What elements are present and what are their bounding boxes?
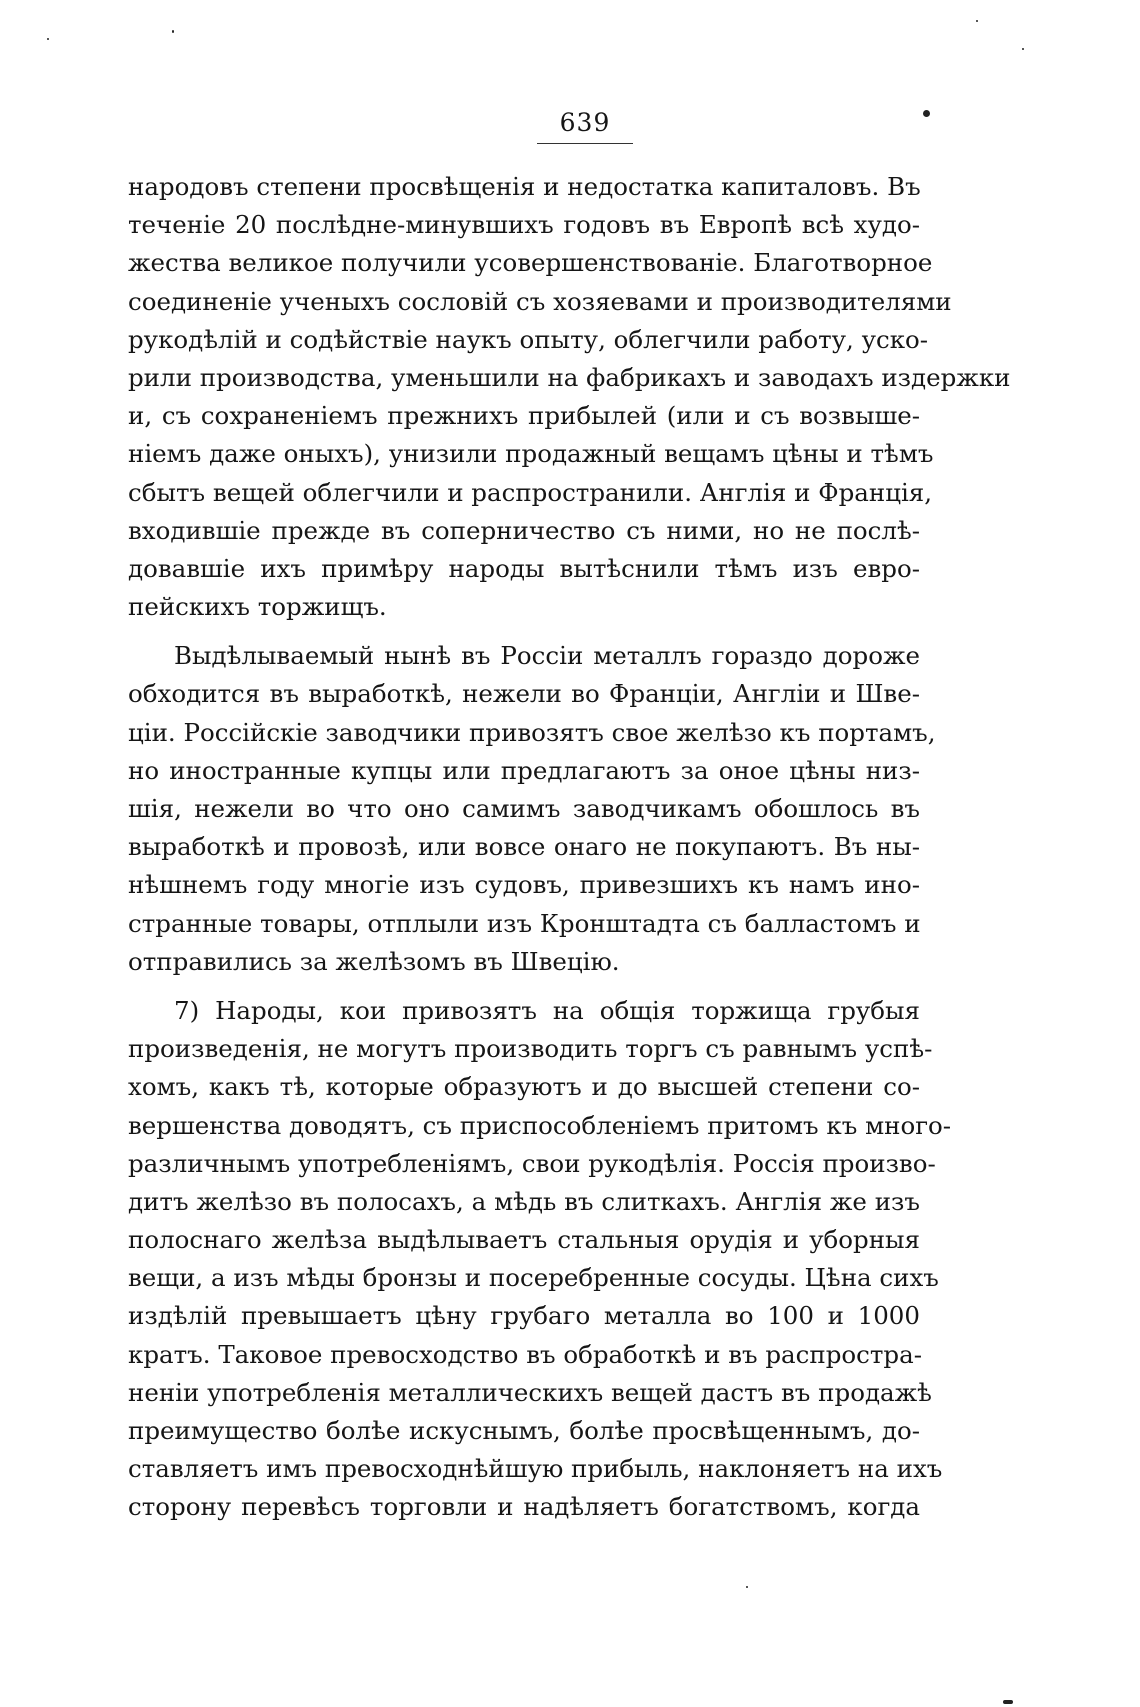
text-line: странные товары, отплыли изъ Кронштадта съ балластомъ и — [128, 908, 921, 938]
body-text — [128, 168, 1011, 1527]
text-line: рукодѣлій и содѣйствіе наукъ опыту, облегчили работу, уско- — [128, 324, 929, 354]
text-line: и, съ сохраненіемъ прежнихъ прибылей (или и съ возвыше- — [128, 401, 920, 431]
page-number: 639 — [537, 108, 633, 144]
text-line: сбытъ вещей облегчили и распространили. Англія и Франція, — [128, 477, 933, 507]
text-line: ставляетъ имъ превосходнѣйшую прибыль, наклоняетъ на ихъ — [128, 1454, 943, 1484]
text-line: дитъ желѣзо въ полосахъ, а мѣдь въ слиткахъ. Англія же изъ — [128, 1186, 920, 1216]
text-line: ціи. Россійскіе заводчики привозятъ свое желѣзо къ портамъ, — [128, 717, 936, 747]
text-line: полоснаго желѣза выдѣлываетъ стальныя орудія и уборныя — [128, 1225, 920, 1255]
text-line: вещи, а изъ мѣды бронзы и посеребренные сосуды. Цѣна сихъ — [128, 1263, 939, 1293]
scan-speck — [976, 20, 978, 22]
text-line: довавшіе ихъ примѣру народы вытѣснили тѣмъ изъ евро- — [128, 553, 920, 583]
text-line: шія, нежели во что оно самимъ заводчикамъ обошлось въ — [128, 794, 920, 823]
scan-speck — [47, 38, 49, 40]
text-line: жества великое получили усовершенствованіе. Благотворное — [128, 248, 933, 278]
paragraph-1 — [128, 168, 1011, 626]
page-number-wrap — [0, 108, 1140, 144]
text-line: обходится въ выработкѣ, нежели во Франціи, Англіи и Шве- — [128, 679, 920, 709]
text-line: различнымъ употребленіямъ, свои рукодѣлія. Россія произво- — [128, 1148, 936, 1178]
text-line: соединеніе ученыхъ сословій съ хозяевами и производителями — [128, 286, 952, 316]
paragraph-2 — [128, 637, 936, 981]
text-line: произведенія, не могутъ производить торгъ съ равнымъ успѣ- — [128, 1034, 933, 1064]
text-line: преимущество болѣе искуснымъ, болѣе просвѣщеннымъ, до- — [128, 1416, 920, 1445]
text-line: хомъ, какъ тѣ, которые образуютъ и до высшей степени со- — [128, 1072, 920, 1102]
text-line: Выдѣлываемый нынѣ въ Россіи металлъ гораздо дороже — [174, 641, 920, 671]
scan-speck — [923, 110, 930, 117]
text-line: народовъ степени просвѣщенія и недостатка капиталовъ. Въ — [128, 172, 921, 201]
scan-speck — [746, 1586, 748, 1588]
scan-speck — [172, 30, 174, 33]
text-line: отправились за желѣзомъ въ Швецію. — [128, 946, 620, 976]
scan-speck — [1022, 48, 1024, 50]
text-line: издѣлій превышаетъ цѣну грубаго металла во 100 и 1000 — [128, 1301, 920, 1331]
text-line: рили производства, уменьшили на фабрикахъ и заводахъ издержки — [128, 362, 1011, 392]
text-line: нѣшнемъ году многіе изъ судовъ, привезшихъ къ намъ ино- — [128, 870, 920, 900]
paragraph-3 — [128, 992, 952, 1527]
text-line: ніемъ даже оныхъ), унизили продажный вещамъ цѣны и тѣмъ — [128, 439, 934, 469]
scan-speck — [1003, 1700, 1013, 1704]
text-line: выработкѣ и провозѣ, или вовсе онаго не покупаютъ. Въ ны- — [128, 832, 920, 862]
text-line: входившіе прежде въ соперничество съ ними, но не послѣ- — [128, 515, 920, 545]
text-line: теченіе 20 послѣдне-минувшихъ годовъ въ Европѣ всѣ худо- — [128, 210, 920, 240]
text-line: вершенства доводятъ, съ приспособленіемъ притомъ къ много- — [128, 1110, 952, 1140]
text-line: но иностранные купцы или предлагаютъ за оное цѣны низ- — [128, 755, 920, 785]
text-line: кратъ. Таковое превосходство въ обработкѣ и въ распростра- — [128, 1339, 922, 1369]
text-line: 7) Народы, кои привозятъ на общія торжища грубыя — [174, 995, 920, 1025]
text-line: сторону перевѣсъ торговли и надѣляетъ богатствомъ, когда — [128, 1492, 920, 1522]
text-line: пейскихъ торжищъ. — [128, 592, 387, 622]
text-line: неніи употребленія металлическихъ вещей дастъ въ продажѣ — [128, 1377, 932, 1407]
